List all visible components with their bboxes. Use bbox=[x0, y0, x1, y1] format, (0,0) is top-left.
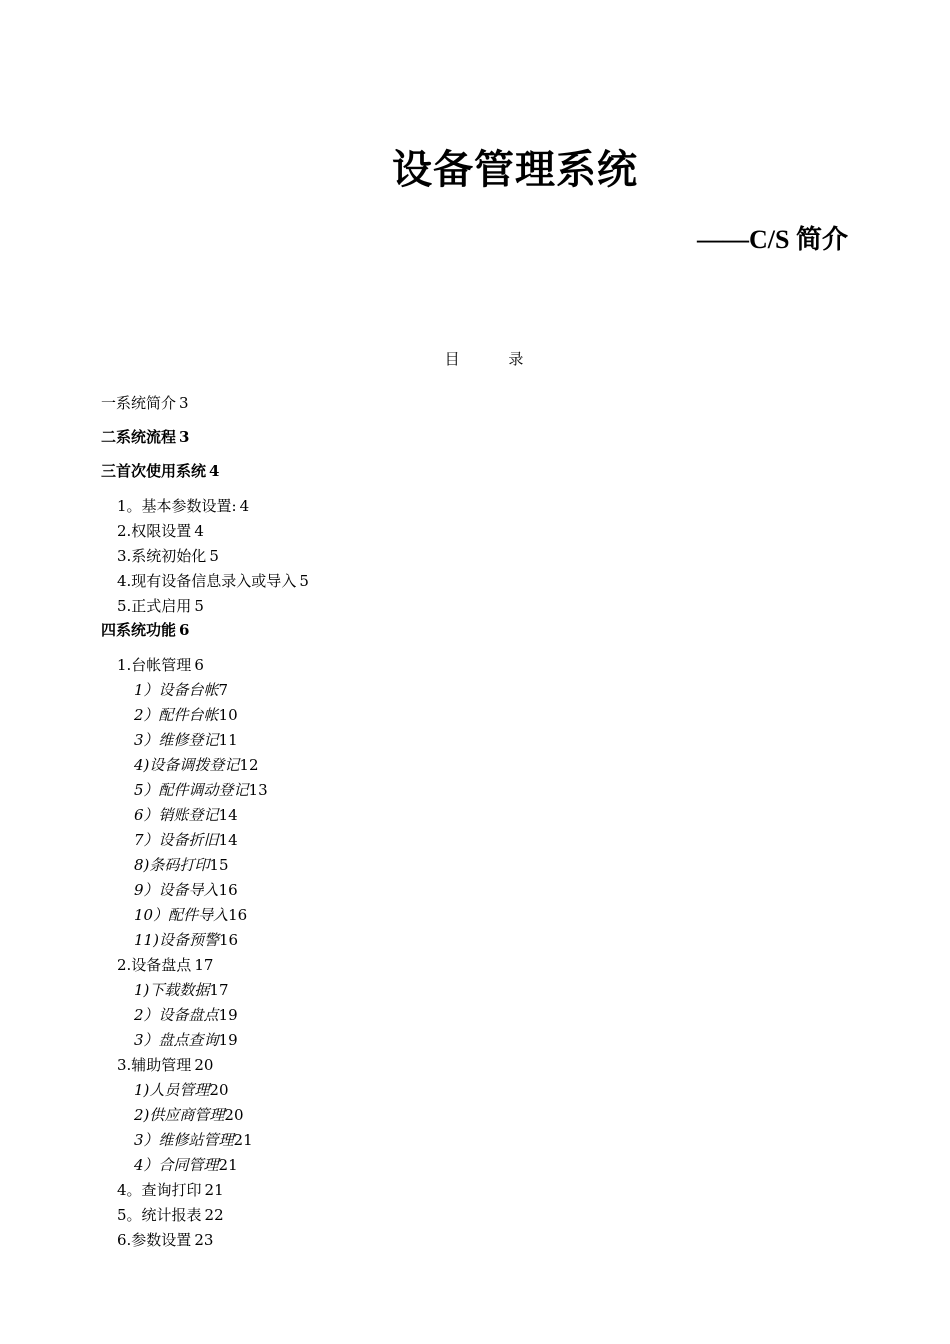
toc-entry-text: 3）盘点查询 bbox=[134, 1031, 219, 1049]
toc-entry[interactable] bbox=[101, 878, 901, 903]
toc-entry-page-number: 22 bbox=[204, 1206, 224, 1224]
toc-entry[interactable] bbox=[101, 1103, 901, 1128]
toc-entry-page-number: 5 bbox=[209, 547, 219, 565]
toc-entry[interactable] bbox=[101, 753, 901, 778]
toc-entry-page-number: 11 bbox=[218, 731, 238, 749]
toc-entry-text: 三首次使用系统 bbox=[101, 462, 207, 480]
toc-entry[interactable] bbox=[101, 803, 901, 828]
toc-entry-page-number: 3 bbox=[179, 394, 189, 412]
toc-entry-text: 6.参数设置 bbox=[117, 1231, 192, 1249]
toc-entry-page-number: 5 bbox=[194, 597, 204, 615]
toc-entry-text: 11)设备预警 bbox=[134, 931, 219, 949]
toc-entry-page-number: 4 bbox=[194, 522, 204, 540]
toc-entry[interactable] bbox=[101, 494, 901, 519]
toc-entry-page-number: 7 bbox=[218, 681, 229, 699]
toc-entry-page-number: 12 bbox=[239, 756, 259, 774]
toc-entry[interactable] bbox=[101, 1053, 901, 1078]
toc-entry-page-number: 14 bbox=[218, 831, 238, 849]
toc-entry[interactable] bbox=[101, 778, 901, 803]
toc-entry[interactable] bbox=[101, 426, 901, 460]
toc-entry-page-number: 16 bbox=[218, 881, 238, 899]
toc-entry-page-number: 4 bbox=[209, 462, 220, 480]
toc-entry-page-number: 16 bbox=[218, 931, 239, 949]
toc-entry[interactable] bbox=[101, 953, 901, 978]
toc-entry-page-number: 21 bbox=[233, 1131, 253, 1149]
toc-entry-text: 3.系统初始化 bbox=[117, 547, 207, 565]
toc-entry-page-number: 19 bbox=[218, 1031, 238, 1049]
toc-entry[interactable] bbox=[101, 678, 901, 703]
toc-entry-page-number: 3 bbox=[179, 428, 190, 446]
toc-entry-text: 1)人员管理 bbox=[134, 1081, 210, 1099]
toc-entry-text: 一系统简介 bbox=[101, 394, 177, 412]
toc-entry-page-number: 17 bbox=[209, 981, 229, 999]
toc-entry-text: 5。统计报表 bbox=[117, 1206, 202, 1224]
toc-entry-page-number: 17 bbox=[194, 956, 214, 974]
toc-entry-text: 5）配件调动登记 bbox=[134, 781, 249, 799]
toc-entry-page-number: 20 bbox=[194, 1056, 214, 1074]
toc-entry[interactable] bbox=[101, 1028, 901, 1053]
toc-entry-text: 2）设备盘点 bbox=[134, 1006, 219, 1024]
toc-entry-page-number: 5 bbox=[299, 572, 309, 590]
toc-entry[interactable] bbox=[101, 460, 901, 494]
toc-entry-text: 8)条码打印 bbox=[134, 856, 210, 874]
toc-entry[interactable] bbox=[101, 728, 901, 753]
toc-entry[interactable] bbox=[101, 828, 901, 853]
toc-entry-text: 6）销账登记 bbox=[134, 806, 219, 824]
toc-entry[interactable] bbox=[101, 569, 901, 594]
toc-entry-text: 3.辅助管理 bbox=[117, 1056, 192, 1074]
toc-entry[interactable] bbox=[101, 619, 901, 653]
toc-entry[interactable] bbox=[101, 1003, 901, 1028]
toc-entry-text: 4.现有设备信息录入或导入 bbox=[117, 572, 297, 590]
toc-entry-text: 1.台帐管理 bbox=[117, 656, 192, 674]
toc-entry[interactable] bbox=[101, 1178, 901, 1203]
toc-entry-page-number: 19 bbox=[218, 1006, 238, 1024]
toc-entry-page-number: 14 bbox=[218, 806, 238, 824]
toc-entry[interactable] bbox=[101, 1203, 901, 1228]
toc-heading: 目 录 bbox=[444, 350, 546, 368]
toc-entry[interactable] bbox=[101, 392, 901, 426]
toc-entry[interactable] bbox=[101, 1128, 901, 1153]
toc-entry-page-number: 13 bbox=[248, 781, 268, 799]
toc-entry-page-number: 23 bbox=[194, 1231, 214, 1249]
toc-entry-text: 2）配件台帐 bbox=[134, 706, 219, 724]
toc-entry-text: 7）设备折旧 bbox=[134, 831, 219, 849]
toc-entry[interactable] bbox=[101, 978, 901, 1003]
toc-entry-text: 3）维修登记 bbox=[134, 731, 219, 749]
toc-entry[interactable] bbox=[101, 928, 901, 953]
toc-entry-text: 3）维修站管理 bbox=[134, 1131, 234, 1149]
toc-entry-text: 4。查询打印 bbox=[117, 1181, 202, 1199]
toc-entry-page-number: 16 bbox=[228, 906, 248, 924]
toc-entry[interactable] bbox=[101, 1228, 901, 1253]
toc-entry-page-number: 15 bbox=[209, 856, 229, 874]
toc-entry-text: 1)下载数据 bbox=[134, 981, 210, 999]
toc-entry[interactable] bbox=[101, 853, 901, 878]
toc-entry-text: 2.权限设置 bbox=[117, 522, 192, 540]
toc-entry-text: 1）设备台帐 bbox=[134, 681, 219, 699]
toc-entry-text: 1。基本参数设置: bbox=[117, 497, 237, 515]
toc-entry-text: 2.设备盘点 bbox=[117, 956, 192, 974]
toc-entry-page-number: 6 bbox=[194, 656, 204, 674]
toc-entry-text: 9）设备导入 bbox=[134, 881, 219, 899]
document-title: 设备管理系统 bbox=[392, 146, 638, 193]
toc-entry[interactable] bbox=[101, 1078, 901, 1103]
toc-entry-text: 四系统功能 bbox=[101, 621, 177, 639]
toc-entry-page-number: 21 bbox=[204, 1181, 224, 1199]
toc-entry-page-number: 10 bbox=[218, 706, 238, 724]
toc-entry-page-number: 20 bbox=[224, 1106, 244, 1124]
toc-entry-text: 二系统流程 bbox=[101, 428, 177, 446]
toc-entry-text: 4）合同管理 bbox=[134, 1156, 219, 1174]
toc-entry[interactable] bbox=[101, 544, 901, 569]
toc-entry[interactable] bbox=[101, 903, 901, 928]
toc-entry-page-number: 21 bbox=[218, 1156, 238, 1174]
table-of-contents bbox=[101, 392, 901, 1253]
toc-entry-text: 10）配件导入 bbox=[134, 906, 229, 924]
toc-entry[interactable] bbox=[101, 594, 901, 619]
document-subtitle: ——C/S 简介 bbox=[697, 225, 848, 254]
toc-entry[interactable] bbox=[101, 519, 901, 544]
toc-entry[interactable] bbox=[101, 653, 901, 678]
toc-entry-page-number: 6 bbox=[179, 621, 190, 639]
toc-entry[interactable] bbox=[101, 703, 901, 728]
toc-entry-page-number: 20 bbox=[209, 1081, 229, 1099]
toc-entry-text: 4)设备调拨登记 bbox=[134, 756, 240, 774]
toc-entry-text: 5.正式启用 bbox=[117, 597, 192, 615]
toc-entry-page-number: 4 bbox=[239, 497, 250, 515]
toc-entry[interactable] bbox=[101, 1153, 901, 1178]
toc-entry-text: 2)供应商管理 bbox=[134, 1106, 225, 1124]
